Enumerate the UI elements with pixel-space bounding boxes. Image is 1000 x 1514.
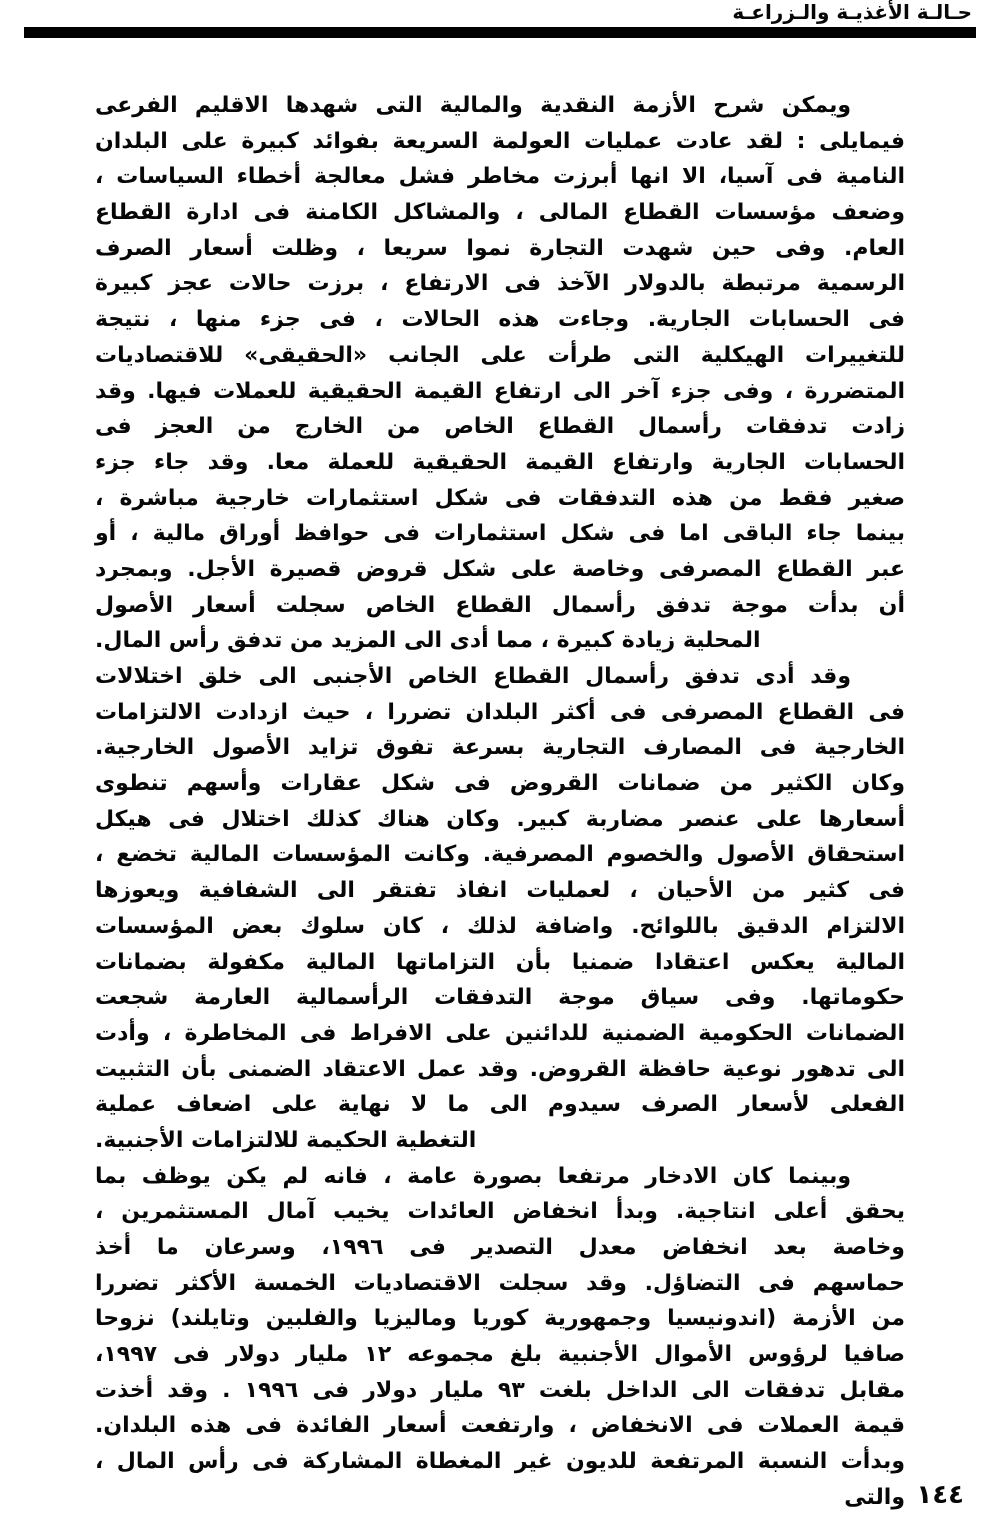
text-line: استحقاق الأصول والخصوم المصرفية. وكانت المؤسسات المالية تخضع ، bbox=[95, 842, 905, 868]
text-line: وبدأت النسبة المرتفعة للديون غير المغطاة المشاركة فى رأس المال ، والتى bbox=[95, 1449, 905, 1510]
text-line: الرسمية مرتبطة بالدولار الآخذ فى الارتفاع ، برزت حالات عجز كبيرة bbox=[95, 271, 905, 297]
text-line: الفعلى لأسعار الصرف سيدوم الى ما لا نهاية على اضعاف عملية bbox=[95, 1092, 905, 1118]
article-body bbox=[95, 88, 905, 1510]
text-line: صغير فقط من هذه التدفقات فى شكل استثمارات خارجية مباشرة ، bbox=[95, 485, 905, 511]
text-line: صافيا لرؤوس الأموال الأجنبية بلغ مجموعه ١٢ مليار دولار فى ١٩٩٧، bbox=[95, 1342, 905, 1368]
text-line: المتضررة ، وفى جزء آخر الى ارتفاع القيمة الحقيقية للعملات فيها. وقد bbox=[95, 378, 905, 404]
text-line: يحقق أعلى انتاجية. وبدأ انخفاض العائدات يخيب آمال المستثمرين ، bbox=[95, 1199, 905, 1225]
text-line: ويمكن شرح الأزمة النقدية والمالية التى شهدها الاقليم الفرعى bbox=[95, 93, 851, 118]
text-line: الى تدهور نوعية حافظة القروض. وقد عمل الاعتقاد الضمنى بأن التثبيت bbox=[95, 1056, 905, 1082]
text-line: أن بدأت موجة تدفق رأسمال القطاع الخاص سجلت أسعار الأصول bbox=[95, 592, 905, 618]
text-line: فى الحسابات الجارية. وجاءت هذه الحالات ، فى جزء منها ، نتيجة bbox=[95, 307, 905, 333]
text-line: أسعارها على عنصر مضاربة كبير. وكان هناك كذلك اختلال فى هيكل bbox=[95, 806, 905, 832]
text-line: حكوماتها. وفى سياق موجة التدفقات الرأسمالية العارمة شجعت bbox=[95, 985, 905, 1011]
text-line: من الأزمة (اندونيسيا وجمهورية كوريا وماليزيا والفلبين وتايلند) نزوحا bbox=[95, 1306, 905, 1332]
text-line: الحسابات الجارية وارتفاع القيمة الحقيقية للعملة معا. وقد جاء جزء bbox=[95, 449, 905, 475]
header-rule bbox=[24, 27, 976, 38]
text-line: وقد أدى تدفق رأسمال القطاع الخاص الأجنبى الى خلق اختلالات bbox=[95, 664, 851, 689]
text-line: الضمانات الحكومية الضمنية للدائنين على الافراط فى المخاطرة ، وأدت bbox=[95, 1020, 905, 1046]
text-line: للتغييرات الهيكلية التى طرأت على الجانب «الحقيقى» للاقتصاديات bbox=[95, 342, 905, 368]
text-line: بينما جاء الباقى اما فى شكل استثمارات فى حوافظ أوراق مالية ، أو bbox=[95, 521, 905, 547]
text-line: العام. وفى حين شهدت التجارة نموا سريعا ، وظلت أسعار الصرف bbox=[95, 235, 905, 261]
text-line: وضعف مؤسسات القطاع المالى ، والمشاكل الكامنة فى ادارة القطاع bbox=[95, 200, 905, 226]
paragraph bbox=[95, 1159, 905, 1510]
text-line: فيمايلى : لقد عادت عمليات العولمة السريعة بفوائد كبيرة على البلدان bbox=[95, 128, 905, 154]
paragraph bbox=[95, 88, 905, 659]
text-line: فى كثير من الأحيان ، لعمليات انفاذ تفتقر الى الشفافية ويعوزها bbox=[95, 878, 905, 904]
text-line: عبر القطاع المصرفى وخاصة على شكل قروض قصيرة الأجل. وبمجرد bbox=[95, 556, 905, 582]
text-line: المحلية زيادة كبيرة ، مما أدى الى المزيد من تدفق رأس المال. bbox=[95, 628, 761, 654]
page-number: ١٤٤ bbox=[916, 1480, 964, 1510]
paragraph bbox=[95, 659, 905, 1159]
text-line: وبينما كان الادخار مرتفعا بصورة عامة ، فانه لم يكن يوظف بما bbox=[95, 1163, 851, 1189]
text-line: المالية يعكس اعتقادا ضمنيا بأن التزاماتها المالية مكفولة بضمانات bbox=[95, 949, 905, 975]
text-line: فى القطاع المصرفى فى أكثر البلدان تضررا ، حيث ازدادت الالتزامات bbox=[95, 699, 905, 725]
text-line: قيمة العملات فى الانخفاض ، وارتفعت أسعار الفائدة فى هذه البلدان. bbox=[95, 1413, 905, 1439]
text-line: التغطية الحكيمة للالتزامات الأجنبية. bbox=[95, 1127, 477, 1153]
text-line: الالتزام الدقيق باللوائح. واضافة لذلك ، كان سلوك بعض المؤسسات bbox=[95, 913, 905, 939]
text-line: الخارجية فى المصارف التجارية بسرعة تفوق تزايد الأصول الخارجية. bbox=[95, 735, 905, 761]
text-line: مقابل تدفقات الى الداخل بلغت ٩٣ مليار دولار فى ١٩٩٦ . وقد أخذت bbox=[95, 1377, 905, 1403]
text-line: وخاصة بعد انخفاض معدل التصدير فى ١٩٩٦، وسرعان ما أخذ bbox=[95, 1235, 905, 1260]
text-line: وكان الكثير من ضمانات القروض فى شكل عقارات وأسهم تنطوى bbox=[95, 771, 905, 797]
text-line: حماسهم فى التضاؤل. وقد سجلت الاقتصاديات الخمسة الأكثر تضررا bbox=[95, 1270, 905, 1296]
page-header-title: حـالـة الأغذيـة والـزراعـة bbox=[732, 0, 972, 24]
text-line: النامية فى آسيا، الا انها أبرزت مخاطر فشل معالجة أخطاء السياسات ، bbox=[95, 164, 905, 190]
text-line: زادت تدفقات رأسمال القطاع الخاص من الخارج من العجز فى bbox=[95, 414, 905, 440]
